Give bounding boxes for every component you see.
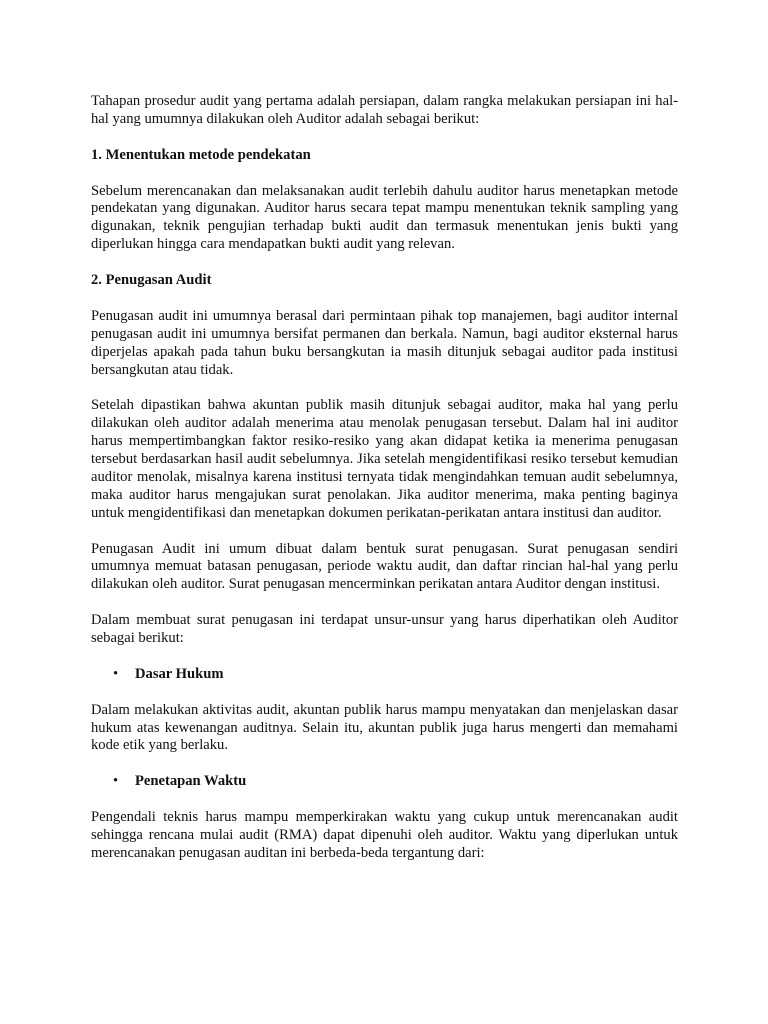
bullet-icon: • — [113, 773, 119, 790]
bullet-title: Dasar Hukum — [135, 665, 224, 682]
document-page — [91, 93, 678, 881]
bullet-item-dasar-hukum — [91, 666, 678, 684]
paragraph-penugasan-2: Setelah dipastikan bahwa akuntan publik masih ditunjuk sebagai auditor, maka hal yang perlu dilakukan oleh auditor adalah menerima atau menolak penugasan tersebut. Dalam hal ini auditor harus mempertimbangkan faktor resiko-resiko yang akan didapat ketika ia menerima penugasan tersebut berdasarkan hasil audit sebelumnya. Jika setelah mengidentifikasi resiko tersebut kemudian auditor menolak, misalnya karena institusi ternyata tidak mengindahkan temuan audit sebelumnya, maka auditor harus mengajukan surat penolakan. Jika auditor menerima, maka penting baginya untuk mengidentifikasi dan menetapkan dokumen perikatan-perikatan antara institusi dan auditor. — [91, 397, 678, 521]
paragraph-penetapan-waktu: Pengendali teknis harus mampu memperkirakan waktu yang cukup untuk merencanakan audit sehingga rencana mulai audit (RMA) dapat dipenuhi oleh auditor. Waktu yang diperlukan untuk merencanakan penugasan auditan ini berbeda-beda tergantung dari: — [91, 809, 678, 861]
paragraph-penugasan-3: Penugasan Audit ini umum dibuat dalam bentuk surat penugasan. Surat penugasan sendiri umumnya memuat batasan penugasan, periode waktu audit, dan daftar rincian hal-hal yang perlu dilakukan oleh auditor. Surat penugasan mencerminkan perikatan antara Auditor dengan institusi. — [91, 540, 678, 593]
paragraph-metode: Sebelum merencanakan dan melaksanakan audit terlebih dahulu auditor harus menetapkan metode pendekatan yang digunakan. Auditor harus secara tepat mampu menentukan teknik sampling yang digunakan, teknik pengujian terhadap bukti audit dan termasuk menentukan jenis bukti yang diperlukan hingga cara mendapatkan bukti audit yang relevan. — [91, 182, 678, 253]
section-heading-metode: 1. Menentukan metode pendekatan — [91, 146, 311, 163]
paragraph-penugasan-1: Penugasan audit ini umumnya berasal dari permintaan pihak top manajemen, bagi auditor internal penugasan audit ini umumnya bersifat permanen dan berkala. Namun, bagi auditor eksternal harus diperjelas apakah pada tahun buku bersangkutan ia masih ditunjuk sebagai auditor pada institusi bersangkutan atau tidak. — [91, 307, 678, 378]
paragraph-dasar-hukum: Dalam melakukan aktivitas audit, akuntan publik harus mampu menyatakan dan menjelaskan dasar hukum atas kewenangan auditnya. Selain itu, akuntan publik juga harus mengerti dan memahami kode etik yang berlaku. — [91, 701, 678, 754]
section-heading-penugasan: 2. Penugasan Audit — [91, 272, 212, 289]
bullet-icon: • — [113, 665, 119, 682]
bullet-title: Penetapan Waktu — [135, 773, 247, 790]
intro-paragraph: Tahapan prosedur audit yang pertama adalah persiapan, dalam rangka melakukan persiapan ini hal-hal yang umumnya dilakukan oleh Auditor adalah sebagai berikut: — [91, 93, 678, 127]
paragraph-penugasan-4: Dalam membuat surat penugasan ini terdapat unsur-unsur yang harus diperhatikan oleh Auditor sebagai berikut: — [91, 612, 678, 647]
bullet-item-penetapan-waktu — [91, 773, 678, 791]
